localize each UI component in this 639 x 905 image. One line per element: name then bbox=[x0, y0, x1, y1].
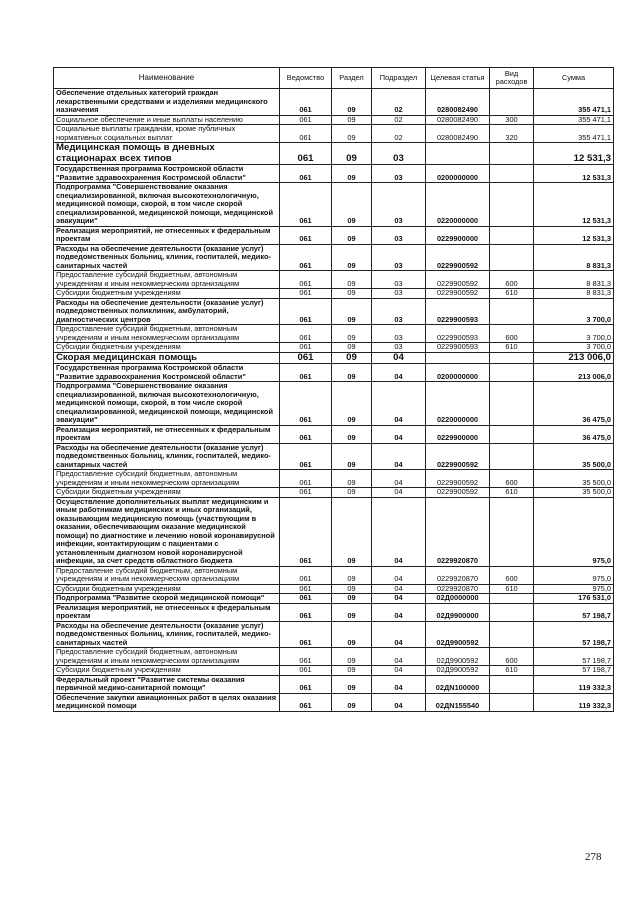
cell-name: Реализация мероприятий, не отнесенных к федеральным проектам bbox=[54, 425, 280, 443]
cell-section: 09 bbox=[332, 89, 372, 116]
cell-subsection: 03 bbox=[372, 343, 426, 353]
cell-dept: 061 bbox=[280, 566, 332, 584]
cell-section: 09 bbox=[332, 325, 372, 343]
header-subsection: Подраздел bbox=[372, 68, 426, 89]
cell-section: 09 bbox=[332, 470, 372, 488]
cell-sum: 119 332,3 bbox=[534, 693, 614, 711]
table-row bbox=[54, 443, 614, 470]
cell-name: Подпрограмма "Совершенствование оказания специализированной, включая высокотехнологичную, медицинской помощи, скорой, в том числе скорой специализированной, медицинской помощи, медицинской эвакуации" bbox=[54, 183, 280, 227]
cell-name: Субсидии бюджетным учреждениям bbox=[54, 343, 280, 353]
cell-sum: 8 831,3 bbox=[534, 289, 614, 299]
table-row bbox=[54, 165, 614, 183]
cell-exp-type: 610 bbox=[490, 488, 534, 498]
table-row bbox=[54, 470, 614, 488]
table-row bbox=[54, 382, 614, 426]
cell-section: 09 bbox=[332, 352, 372, 364]
header-name: Наименование bbox=[54, 68, 280, 89]
cell-subsection: 04 bbox=[372, 621, 426, 648]
cell-subsection: 04 bbox=[372, 675, 426, 693]
cell-subsection: 04 bbox=[372, 352, 426, 364]
cell-target: 0229900592 bbox=[426, 470, 490, 488]
table-row bbox=[54, 594, 614, 604]
table-body bbox=[54, 89, 614, 712]
cell-subsection: 04 bbox=[372, 584, 426, 594]
cell-dept: 061 bbox=[280, 125, 332, 143]
cell-sum: 57 198,7 bbox=[534, 621, 614, 648]
cell-sum: 213 006,0 bbox=[534, 352, 614, 364]
cell-exp-type: 610 bbox=[490, 289, 534, 299]
cell-name: Субсидии бюджетным учреждениям bbox=[54, 584, 280, 594]
cell-target bbox=[426, 143, 490, 165]
table-row bbox=[54, 425, 614, 443]
cell-name: Расходы на обеспечение деятельности (оказание услуг) подведомственных больниц, клиник, госпиталей, медико-санитарных частей bbox=[54, 621, 280, 648]
cell-dept: 061 bbox=[280, 298, 332, 325]
cell-dept: 061 bbox=[280, 470, 332, 488]
table-row bbox=[54, 364, 614, 382]
cell-subsection: 04 bbox=[372, 594, 426, 604]
cell-section: 09 bbox=[332, 621, 372, 648]
cell-dept: 061 bbox=[280, 115, 332, 125]
table-row bbox=[54, 584, 614, 594]
cell-exp-type bbox=[490, 675, 534, 693]
cell-name: Подпрограмма "Развитие скорой медицинской помощи" bbox=[54, 594, 280, 604]
cell-sum: 8 831,3 bbox=[534, 271, 614, 289]
cell-section: 09 bbox=[332, 497, 372, 566]
cell-sum: 57 198,7 bbox=[534, 603, 614, 621]
cell-sum: 36 475,0 bbox=[534, 425, 614, 443]
cell-exp-type bbox=[490, 298, 534, 325]
cell-sum: 119 332,3 bbox=[534, 675, 614, 693]
cell-subsection: 03 bbox=[372, 165, 426, 183]
cell-target: 02Д9900592 bbox=[426, 621, 490, 648]
table-row bbox=[54, 488, 614, 498]
cell-name: Предоставление субсидий бюджетным, автономным учреждениям и иным некоммерческим организациям bbox=[54, 648, 280, 666]
cell-exp-type: 610 bbox=[490, 584, 534, 594]
cell-target: 0220000000 bbox=[426, 183, 490, 227]
cell-subsection: 04 bbox=[372, 364, 426, 382]
cell-dept: 061 bbox=[280, 382, 332, 426]
cell-sum: 35 500,0 bbox=[534, 443, 614, 470]
table-row bbox=[54, 497, 614, 566]
cell-exp-type: 610 bbox=[490, 343, 534, 353]
cell-name: Обеспечение отдельных категорий граждан лекарственными средствами и изделиями медицинского назначения bbox=[54, 89, 280, 116]
cell-exp-type bbox=[490, 89, 534, 116]
cell-section: 09 bbox=[332, 165, 372, 183]
cell-sum: 57 198,7 bbox=[534, 648, 614, 666]
cell-dept: 061 bbox=[280, 226, 332, 244]
cell-sum: 3 700,0 bbox=[534, 298, 614, 325]
cell-subsection: 03 bbox=[372, 289, 426, 299]
cell-exp-type: 600 bbox=[490, 470, 534, 488]
cell-target: 0280082490 bbox=[426, 125, 490, 143]
cell-section: 09 bbox=[332, 443, 372, 470]
cell-subsection: 02 bbox=[372, 115, 426, 125]
cell-target: 02ДN155540 bbox=[426, 693, 490, 711]
cell-sum: 35 500,0 bbox=[534, 470, 614, 488]
cell-section: 09 bbox=[332, 183, 372, 227]
cell-subsection: 04 bbox=[372, 425, 426, 443]
cell-section: 09 bbox=[332, 289, 372, 299]
header-row bbox=[54, 68, 614, 89]
cell-target: 02Д0000000 bbox=[426, 594, 490, 604]
table-row bbox=[54, 271, 614, 289]
cell-target: 02Д9900000 bbox=[426, 603, 490, 621]
cell-section: 09 bbox=[332, 488, 372, 498]
cell-exp-type bbox=[490, 352, 534, 364]
cell-dept: 061 bbox=[280, 343, 332, 353]
cell-name: Обеспечение закупки авиационных работ в целях оказания медицинской помощи bbox=[54, 693, 280, 711]
cell-target: 0229900592 bbox=[426, 488, 490, 498]
cell-target: 0229900592 bbox=[426, 443, 490, 470]
cell-name: Реализация мероприятий, не отнесенных к федеральным проектам bbox=[54, 603, 280, 621]
table-row bbox=[54, 603, 614, 621]
table-row bbox=[54, 143, 614, 165]
cell-section: 09 bbox=[332, 125, 372, 143]
cell-sum: 12 531,3 bbox=[534, 143, 614, 165]
cell-target: 0229900593 bbox=[426, 325, 490, 343]
cell-exp-type: 610 bbox=[490, 666, 534, 676]
cell-dept: 061 bbox=[280, 271, 332, 289]
cell-section: 09 bbox=[332, 603, 372, 621]
table-row bbox=[54, 666, 614, 676]
cell-name: Расходы на обеспечение деятельности (оказание услуг) подведомственных больниц, клиник, госпиталей, медико-санитарных частей bbox=[54, 443, 280, 470]
table-row bbox=[54, 298, 614, 325]
cell-target: 0229900592 bbox=[426, 271, 490, 289]
cell-section: 09 bbox=[332, 566, 372, 584]
cell-target: 0229920870 bbox=[426, 566, 490, 584]
cell-sum: 355 471,1 bbox=[534, 115, 614, 125]
cell-exp-type: 320 bbox=[490, 125, 534, 143]
cell-name: Расходы на обеспечение деятельности (оказание услуг) подведомственных больниц, клиник, госпиталей, медико-санитарных частей bbox=[54, 244, 280, 271]
cell-section: 09 bbox=[332, 584, 372, 594]
cell-sum: 176 531,0 bbox=[534, 594, 614, 604]
cell-dept: 061 bbox=[280, 594, 332, 604]
cell-name: Расходы на обеспечение деятельности (оказание услуг) подведомственных поликлиник, амбулаторий, диагностических центров bbox=[54, 298, 280, 325]
cell-dept: 061 bbox=[280, 497, 332, 566]
table-row bbox=[54, 325, 614, 343]
table-row bbox=[54, 226, 614, 244]
cell-subsection: 04 bbox=[372, 648, 426, 666]
cell-exp-type bbox=[490, 443, 534, 470]
cell-sum: 213 006,0 bbox=[534, 364, 614, 382]
header-sum: Сумма bbox=[534, 68, 614, 89]
cell-section: 09 bbox=[332, 298, 372, 325]
table-row bbox=[54, 244, 614, 271]
cell-name: Медицинская помощь в дневных стационарах всех типов bbox=[54, 143, 280, 165]
cell-dept: 061 bbox=[280, 648, 332, 666]
cell-exp-type bbox=[490, 603, 534, 621]
cell-sum: 3 700,0 bbox=[534, 343, 614, 353]
cell-name: Государственная программа Костромской области "Развитие здравоохранения Костромской области" bbox=[54, 165, 280, 183]
cell-sum: 355 471,1 bbox=[534, 125, 614, 143]
table-row bbox=[54, 566, 614, 584]
cell-section: 09 bbox=[332, 675, 372, 693]
cell-dept: 061 bbox=[280, 289, 332, 299]
cell-subsection: 04 bbox=[372, 470, 426, 488]
cell-dept: 061 bbox=[280, 364, 332, 382]
cell-sum: 975,0 bbox=[534, 584, 614, 594]
cell-name: Субсидии бюджетным учреждениям bbox=[54, 666, 280, 676]
cell-target: 0220000000 bbox=[426, 382, 490, 426]
cell-target: 0200000000 bbox=[426, 165, 490, 183]
cell-section: 09 bbox=[332, 648, 372, 666]
cell-exp-type bbox=[490, 165, 534, 183]
cell-subsection: 04 bbox=[372, 443, 426, 470]
table-row bbox=[54, 343, 614, 353]
cell-section: 09 bbox=[332, 382, 372, 426]
cell-target bbox=[426, 352, 490, 364]
cell-name: Субсидии бюджетным учреждениям bbox=[54, 289, 280, 299]
cell-subsection: 03 bbox=[372, 143, 426, 165]
cell-exp-type bbox=[490, 621, 534, 648]
cell-target: 0229900592 bbox=[426, 289, 490, 299]
cell-name: Социальные выплаты гражданам, кроме публичных нормативных социальных выплат bbox=[54, 125, 280, 143]
cell-section: 09 bbox=[332, 594, 372, 604]
page-number: 278 bbox=[585, 851, 602, 863]
header-section: Раздел bbox=[332, 68, 372, 89]
cell-dept: 061 bbox=[280, 143, 332, 165]
table-row bbox=[54, 621, 614, 648]
cell-name: Осуществление дополнительных выплат медицинским и иным работникам медицинских и иных организаций, оказывающим медицинскую помощь (участвующим в оказании, обеспечивающим оказание медицинской помощи) по диагностике и лечению новой коронавирусной инфекции, контактирующим с пациентами с установленным диагнозом новой коронавирусной инфекции, за счет средств областного бюджета bbox=[54, 497, 280, 566]
cell-name: Субсидии бюджетным учреждениям bbox=[54, 488, 280, 498]
cell-sum: 57 198,7 bbox=[534, 666, 614, 676]
cell-section: 09 bbox=[332, 364, 372, 382]
cell-dept: 061 bbox=[280, 666, 332, 676]
cell-subsection: 04 bbox=[372, 488, 426, 498]
cell-target: 02Д9900592 bbox=[426, 666, 490, 676]
cell-exp-type bbox=[490, 497, 534, 566]
cell-subsection: 04 bbox=[372, 603, 426, 621]
cell-subsection: 04 bbox=[372, 566, 426, 584]
cell-dept: 061 bbox=[280, 621, 332, 648]
cell-name: Предоставление субсидий бюджетным, автономным учреждениям и иным некоммерческим организациям bbox=[54, 470, 280, 488]
cell-target: 0200000000 bbox=[426, 364, 490, 382]
cell-name: Реализация мероприятий, не отнесенных к федеральным проектам bbox=[54, 226, 280, 244]
cell-section: 09 bbox=[332, 226, 372, 244]
cell-exp-type bbox=[490, 594, 534, 604]
cell-subsection: 03 bbox=[372, 271, 426, 289]
cell-dept: 061 bbox=[280, 325, 332, 343]
cell-section: 09 bbox=[332, 244, 372, 271]
header-dept: Ведомство bbox=[280, 68, 332, 89]
cell-section: 09 bbox=[332, 143, 372, 165]
cell-dept: 061 bbox=[280, 675, 332, 693]
cell-target: 02Д9900592 bbox=[426, 648, 490, 666]
table-row bbox=[54, 693, 614, 711]
cell-sum: 35 500,0 bbox=[534, 488, 614, 498]
cell-target: 02ДN100000 bbox=[426, 675, 490, 693]
table-row bbox=[54, 183, 614, 227]
cell-exp-type bbox=[490, 183, 534, 227]
cell-exp-type: 600 bbox=[490, 566, 534, 584]
cell-name: Скорая медицинская помощь bbox=[54, 352, 280, 364]
cell-section: 09 bbox=[332, 115, 372, 125]
cell-name: Государственная программа Костромской области "Развитие здравоохранения Костромской области" bbox=[54, 364, 280, 382]
cell-dept: 061 bbox=[280, 488, 332, 498]
cell-exp-type bbox=[490, 364, 534, 382]
cell-target: 0229920870 bbox=[426, 584, 490, 594]
cell-subsection: 04 bbox=[372, 666, 426, 676]
cell-target: 0280082490 bbox=[426, 89, 490, 116]
cell-dept: 061 bbox=[280, 183, 332, 227]
cell-name: Предоставление субсидий бюджетным, автономным учреждениям и иным некоммерческим организациям bbox=[54, 271, 280, 289]
cell-target: 0280082490 bbox=[426, 115, 490, 125]
cell-target: 0229900593 bbox=[426, 298, 490, 325]
cell-dept: 061 bbox=[280, 443, 332, 470]
cell-name: Подпрограмма "Совершенствование оказания специализированной, включая высокотехнологичную, медицинской помощи, скорой, в том числе скорой специализированной, медицинской помощи, медицинской эвакуации" bbox=[54, 382, 280, 426]
cell-exp-type: 600 bbox=[490, 325, 534, 343]
cell-dept: 061 bbox=[280, 603, 332, 621]
cell-sum: 12 531,3 bbox=[534, 183, 614, 227]
table-row bbox=[54, 115, 614, 125]
header-target: Целевая статья bbox=[426, 68, 490, 89]
cell-dept: 061 bbox=[280, 584, 332, 594]
cell-dept: 061 bbox=[280, 693, 332, 711]
cell-sum: 3 700,0 bbox=[534, 325, 614, 343]
cell-exp-type bbox=[490, 382, 534, 426]
cell-name: Предоставление субсидий бюджетным, автономным учреждениям и иным некоммерческим организациям bbox=[54, 325, 280, 343]
cell-subsection: 03 bbox=[372, 325, 426, 343]
cell-subsection: 03 bbox=[372, 244, 426, 271]
cell-sum: 8 831,3 bbox=[534, 244, 614, 271]
cell-target: 0229920870 bbox=[426, 497, 490, 566]
cell-sum: 975,0 bbox=[534, 566, 614, 584]
cell-section: 09 bbox=[332, 666, 372, 676]
cell-subsection: 02 bbox=[372, 89, 426, 116]
cell-dept: 061 bbox=[280, 89, 332, 116]
cell-name: Предоставление субсидий бюджетным, автономным учреждениям и иным некоммерческим организациям bbox=[54, 566, 280, 584]
cell-sum: 36 475,0 bbox=[534, 382, 614, 426]
cell-exp-type bbox=[490, 226, 534, 244]
cell-sum: 12 531,3 bbox=[534, 226, 614, 244]
cell-subsection: 04 bbox=[372, 497, 426, 566]
cell-target: 0229900000 bbox=[426, 425, 490, 443]
cell-subsection: 04 bbox=[372, 382, 426, 426]
table-row bbox=[54, 675, 614, 693]
table-row bbox=[54, 289, 614, 299]
cell-exp-type: 600 bbox=[490, 271, 534, 289]
cell-subsection: 03 bbox=[372, 183, 426, 227]
cell-subsection: 02 bbox=[372, 125, 426, 143]
cell-subsection: 03 bbox=[372, 226, 426, 244]
cell-dept: 061 bbox=[280, 244, 332, 271]
cell-exp-type bbox=[490, 244, 534, 271]
table-row bbox=[54, 89, 614, 116]
cell-dept: 061 bbox=[280, 165, 332, 183]
cell-target: 0229900000 bbox=[426, 226, 490, 244]
cell-name: Федеральный проект "Развитие системы оказания первичной медико-санитарной помощи" bbox=[54, 675, 280, 693]
cell-exp-type bbox=[490, 143, 534, 165]
cell-subsection: 04 bbox=[372, 693, 426, 711]
cell-section: 09 bbox=[332, 343, 372, 353]
cell-target: 0229900593 bbox=[426, 343, 490, 353]
cell-section: 09 bbox=[332, 425, 372, 443]
cell-exp-type bbox=[490, 425, 534, 443]
cell-target: 0229900592 bbox=[426, 244, 490, 271]
budget-table bbox=[53, 67, 614, 712]
table-row bbox=[54, 648, 614, 666]
cell-exp-type: 600 bbox=[490, 648, 534, 666]
table-row bbox=[54, 125, 614, 143]
cell-exp-type: 300 bbox=[490, 115, 534, 125]
cell-dept: 061 bbox=[280, 352, 332, 364]
cell-sum: 975,0 bbox=[534, 497, 614, 566]
cell-exp-type bbox=[490, 693, 534, 711]
cell-dept: 061 bbox=[280, 425, 332, 443]
cell-section: 09 bbox=[332, 271, 372, 289]
cell-sum: 355 471,1 bbox=[534, 89, 614, 116]
cell-section: 09 bbox=[332, 693, 372, 711]
table-row bbox=[54, 352, 614, 364]
cell-name: Социальное обеспечение и иные выплаты населению bbox=[54, 115, 280, 125]
header-exp-type: Вид расходов bbox=[490, 68, 534, 89]
cell-subsection: 03 bbox=[372, 298, 426, 325]
cell-sum: 12 531,3 bbox=[534, 165, 614, 183]
